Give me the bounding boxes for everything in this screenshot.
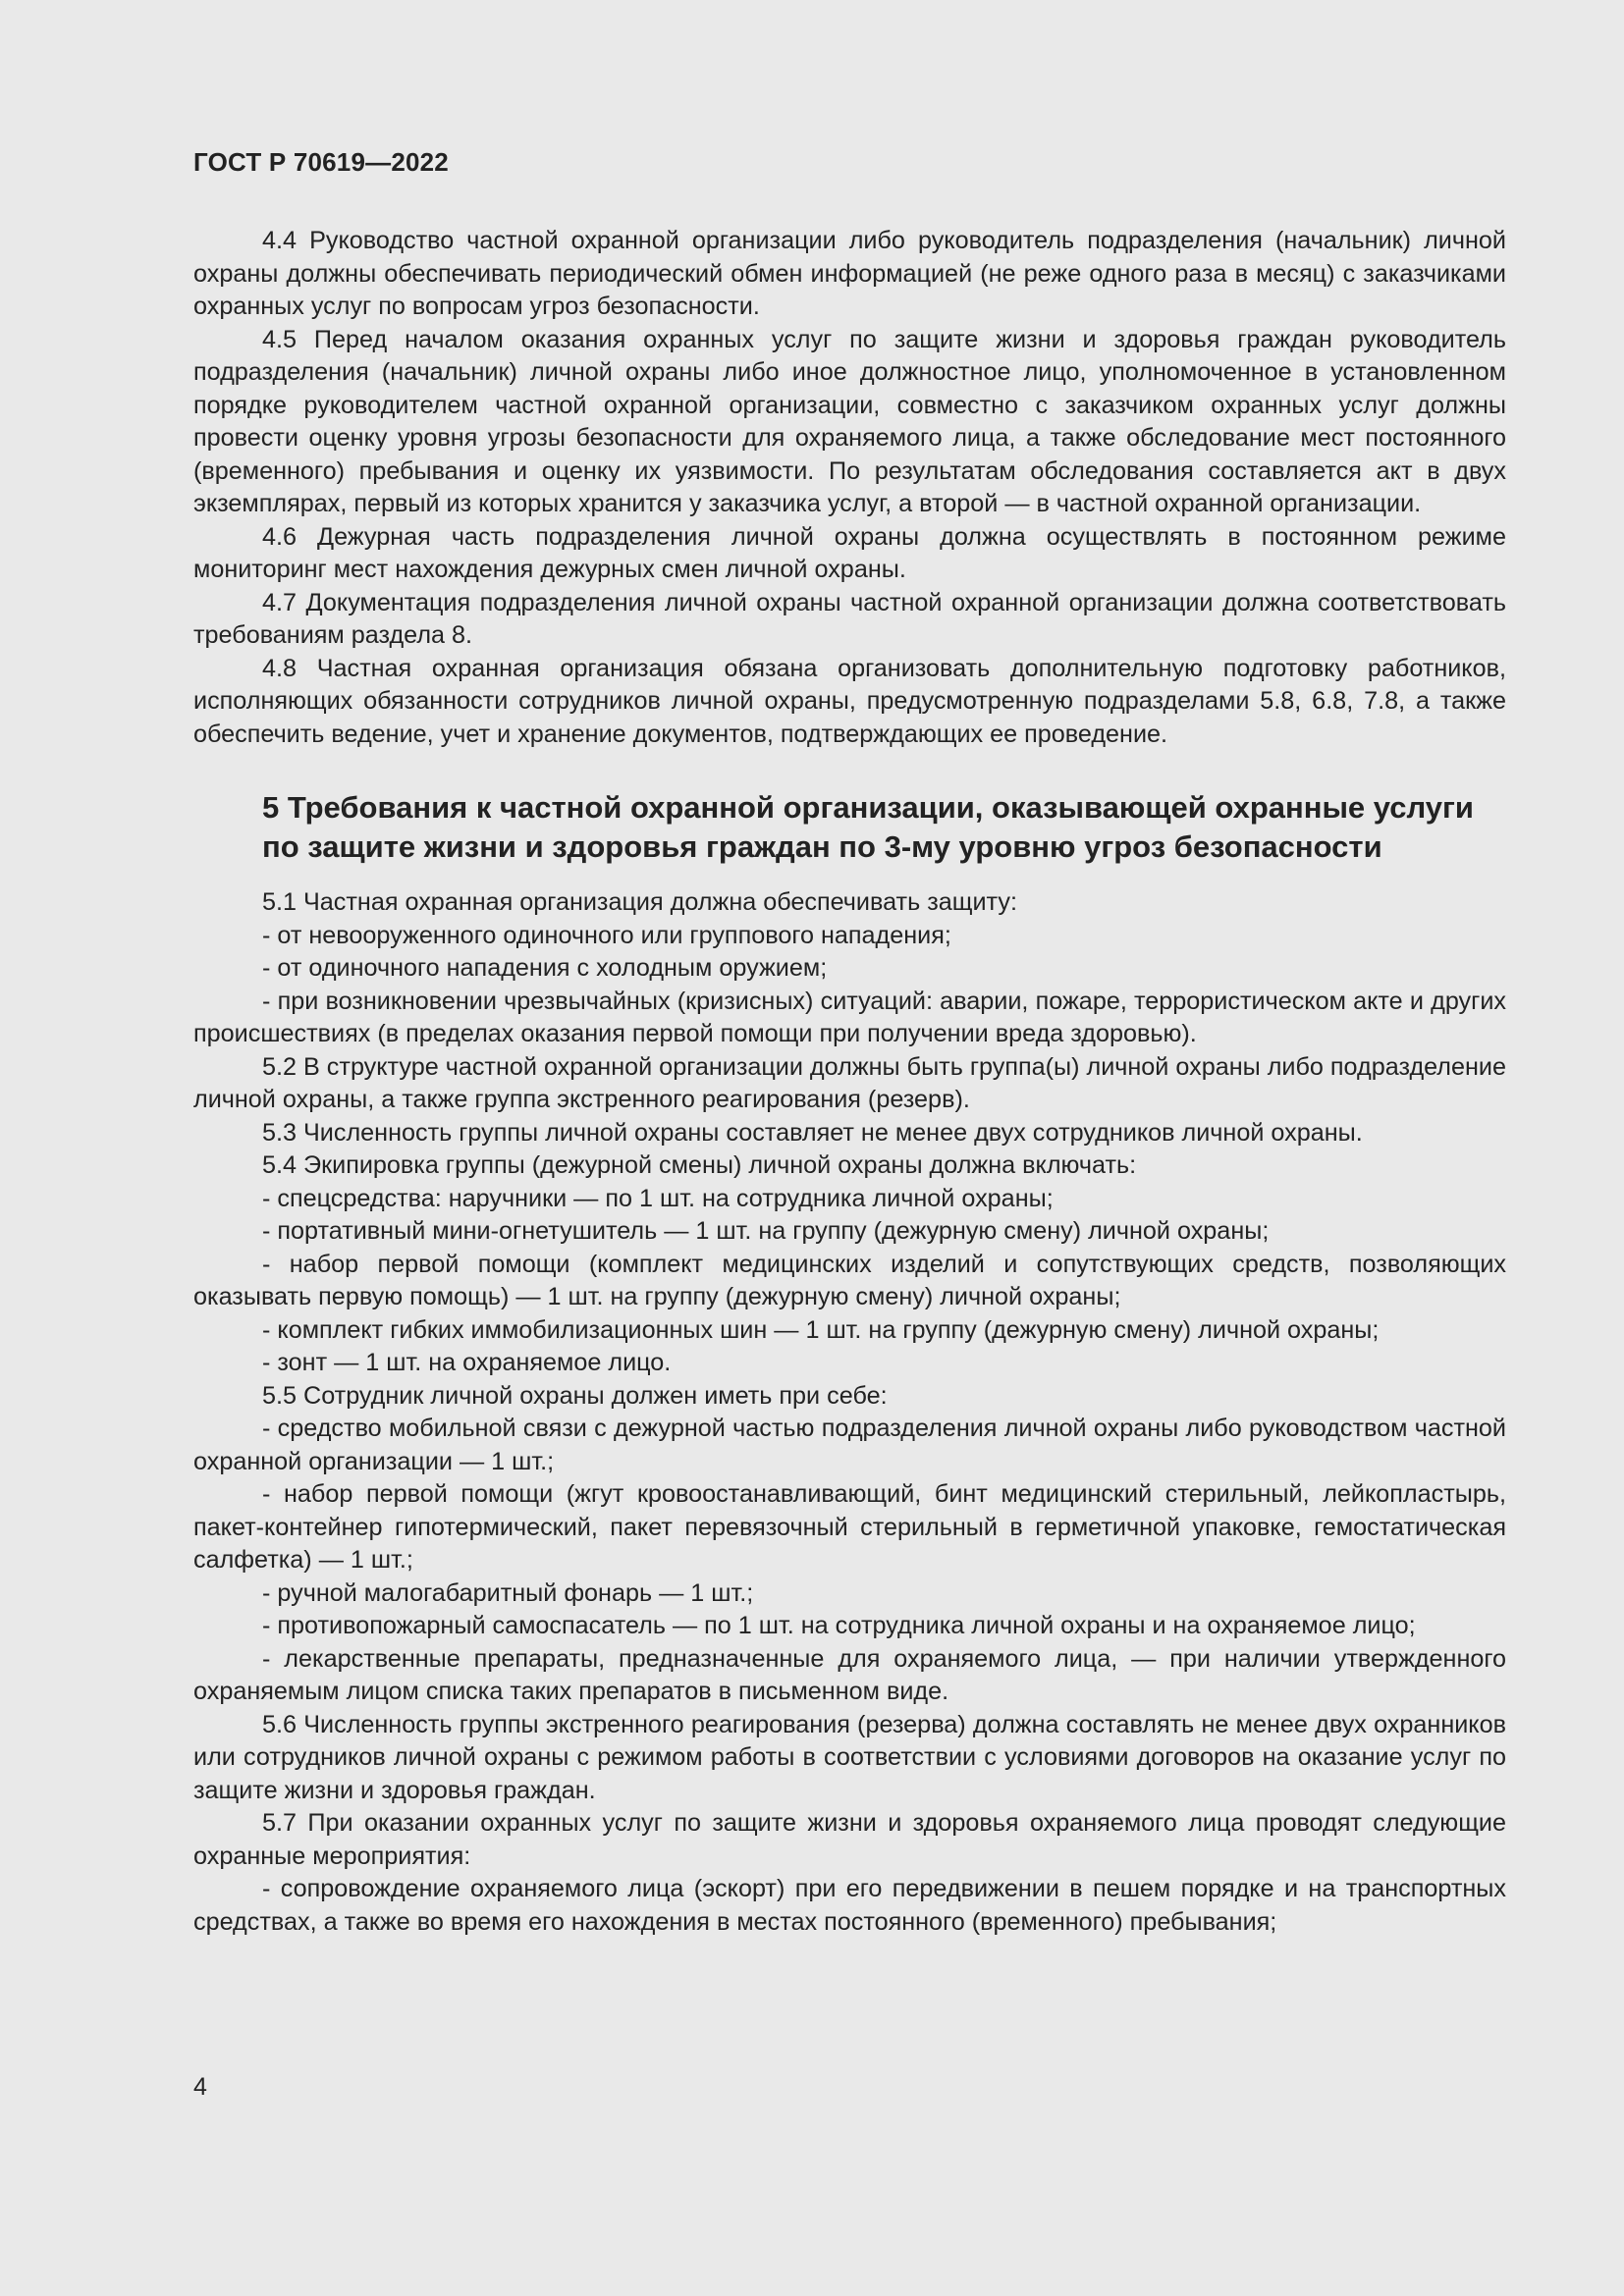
- list-item: - комплект гибких иммобилизационных шин — 1 шт. на группу (дежурную смену) личной охраны;: [262, 1315, 1380, 1344]
- list-item: - набор первой помощи (жгут кровоостанавливающий, бинт медицинский стерильный, лейкопластырь, пакет-контейнер гипотермический, пакет перевязочный стерильный в герметичной упаковке, гемостатическая салфетка) — 1 шт.;: [193, 1480, 1506, 1574]
- paragraph-4-5: 4.5 Перед началом оказания охранных услуг по защите жизни и здоровья граждан руководитель подразделения (начальник) личной охраны либо иное должностное лицо, уполномоченное в установленном порядке руководителем частной охранной организации, совместно с заказчиком охранных услуг должны провести оценку уровня угрозы безопасности для охраняемого лица, а также обследование мест постоянного (временного) пребывания и оценку их уязвимости. По результатам обследования составляется акт в двух экземплярах, первый из которых хранится у заказчика услуг, а второй — в частной охранной организации.: [193, 325, 1506, 517]
- paragraph-5-3: 5.3 Численность группы личной охраны составляет не менее двух сотрудников личной охраны.: [262, 1118, 1363, 1147]
- paragraph-4-6: 4.6 Дежурная часть подразделения личной охраны должна осуществлять в постоянном режиме мониторинг мест нахождения дежурных смен личной охраны.: [193, 522, 1506, 583]
- list-item: - сопровождение охраняемого лица (эскорт) при его передвижении в пешем порядке и на транспортных средствах, а также во время его нахождения в местах постоянного (временного) пребывания;: [193, 1875, 1506, 1936]
- section-5-title: 5 Требования к частной охранной организации, оказывающей охранные услуги по защите жизни и здоровья граждан по 3-му уровню угроз безопасности: [262, 790, 1474, 864]
- paragraph-4-7: 4.7 Документация подразделения личной охраны частной охранной организации должна соответствовать требованиям раздела 8.: [193, 588, 1506, 649]
- document-header: ГОСТ Р 70619—2022: [193, 147, 449, 177]
- page-number: 4: [193, 2073, 207, 2101]
- paragraph-5-5: 5.5 Сотрудник личной охраны должен иметь при себе:: [262, 1381, 888, 1410]
- list-item: - ручной малогабаритный фонарь — 1 шт.;: [262, 1578, 754, 1607]
- list-item: - противопожарный самоспасатель — по 1 шт. на сотрудника личной охраны и на охраняемое лицо;: [262, 1612, 1416, 1639]
- paragraph-5-1: 5.1 Частная охранная организация должна обеспечивать защиту:: [262, 888, 1017, 916]
- list-item: - лекарственные препараты, предназначенные для охраняемого лица, — при наличии утвержденного охраняемым лицом списка таких препаратов в письменном виде.: [193, 1644, 1506, 1705]
- paragraph-4-4: 4.4 Руководство частной охранной организации либо руководитель подразделения (начальник) личной охраны должны обеспечивать периодический обмен информацией (не реже одного раза в месяц) с заказчиками охранных услуг по вопросам угроз безопасности.: [193, 227, 1506, 320]
- list-item: - при возникновении чрезвычайных (кризисных) ситуаций: аварии, пожаре, террористическом акте и других происшествиях (в пределах оказания первой помощи при получении вреда здоровью).: [193, 987, 1506, 1047]
- list-item: - портативный мини-огнетушитель — 1 шт. на группу (дежурную смену) личной охраны;: [262, 1217, 1270, 1245]
- list-item: - средство мобильной связи с дежурной частью подразделения личной охраны либо руководством частной охранной организации — 1 шт.;: [193, 1415, 1506, 1475]
- paragraph-5-2: 5.2 В структуре частной охранной организации должны быть группа(ы) личной охраны либо подразделение личной охраны, а также группа экстренного реагирования (резерв).: [193, 1052, 1506, 1113]
- list-item: - спецсредства: наручники — по 1 шт. на сотрудника личной охраны;: [262, 1184, 1054, 1212]
- list-item: - от одиночного нападения с холодным оружием;: [262, 954, 828, 982]
- paragraph-5-7: 5.7 При оказании охранных услуг по защите жизни и здоровья охраняемого лица проводят следующие охранные мероприятия:: [193, 1809, 1506, 1870]
- document-body: [193, 225, 1506, 1939]
- paragraph-5-6: 5.6 Численность группы экстренного реагирования (резерва) должна составлять не менее двух охранников или сотрудников личной охраны с режимом работы в соответствии с условиями договоров на оказание услуг по защите жизни и здоровья граждан.: [193, 1710, 1506, 1804]
- list-item: - набор первой помощи (комплект медицинских изделий и сопутствующих средств, позволяющих оказывать первую помощь) — 1 шт. на группу (дежурную смену) личной охраны;: [193, 1250, 1506, 1310]
- list-item: - зонт — 1 шт. на охраняемое лицо.: [262, 1349, 672, 1376]
- paragraph-4-8: 4.8 Частная охранная организация обязана организовать дополнительную подготовку работников, исполняющих обязанности сотрудников личной охраны, предусмотренную подразделами 5.8, 6.8, 7.8, а также обеспечить ведение, учет и хранение документов, подтверждающих ее проведение.: [193, 654, 1506, 748]
- list-item: - от невооруженного одиночного или группового нападения;: [262, 921, 951, 949]
- paragraph-5-4: 5.4 Экипировка группы (дежурной смены) личной охраны должна включать:: [262, 1151, 1137, 1179]
